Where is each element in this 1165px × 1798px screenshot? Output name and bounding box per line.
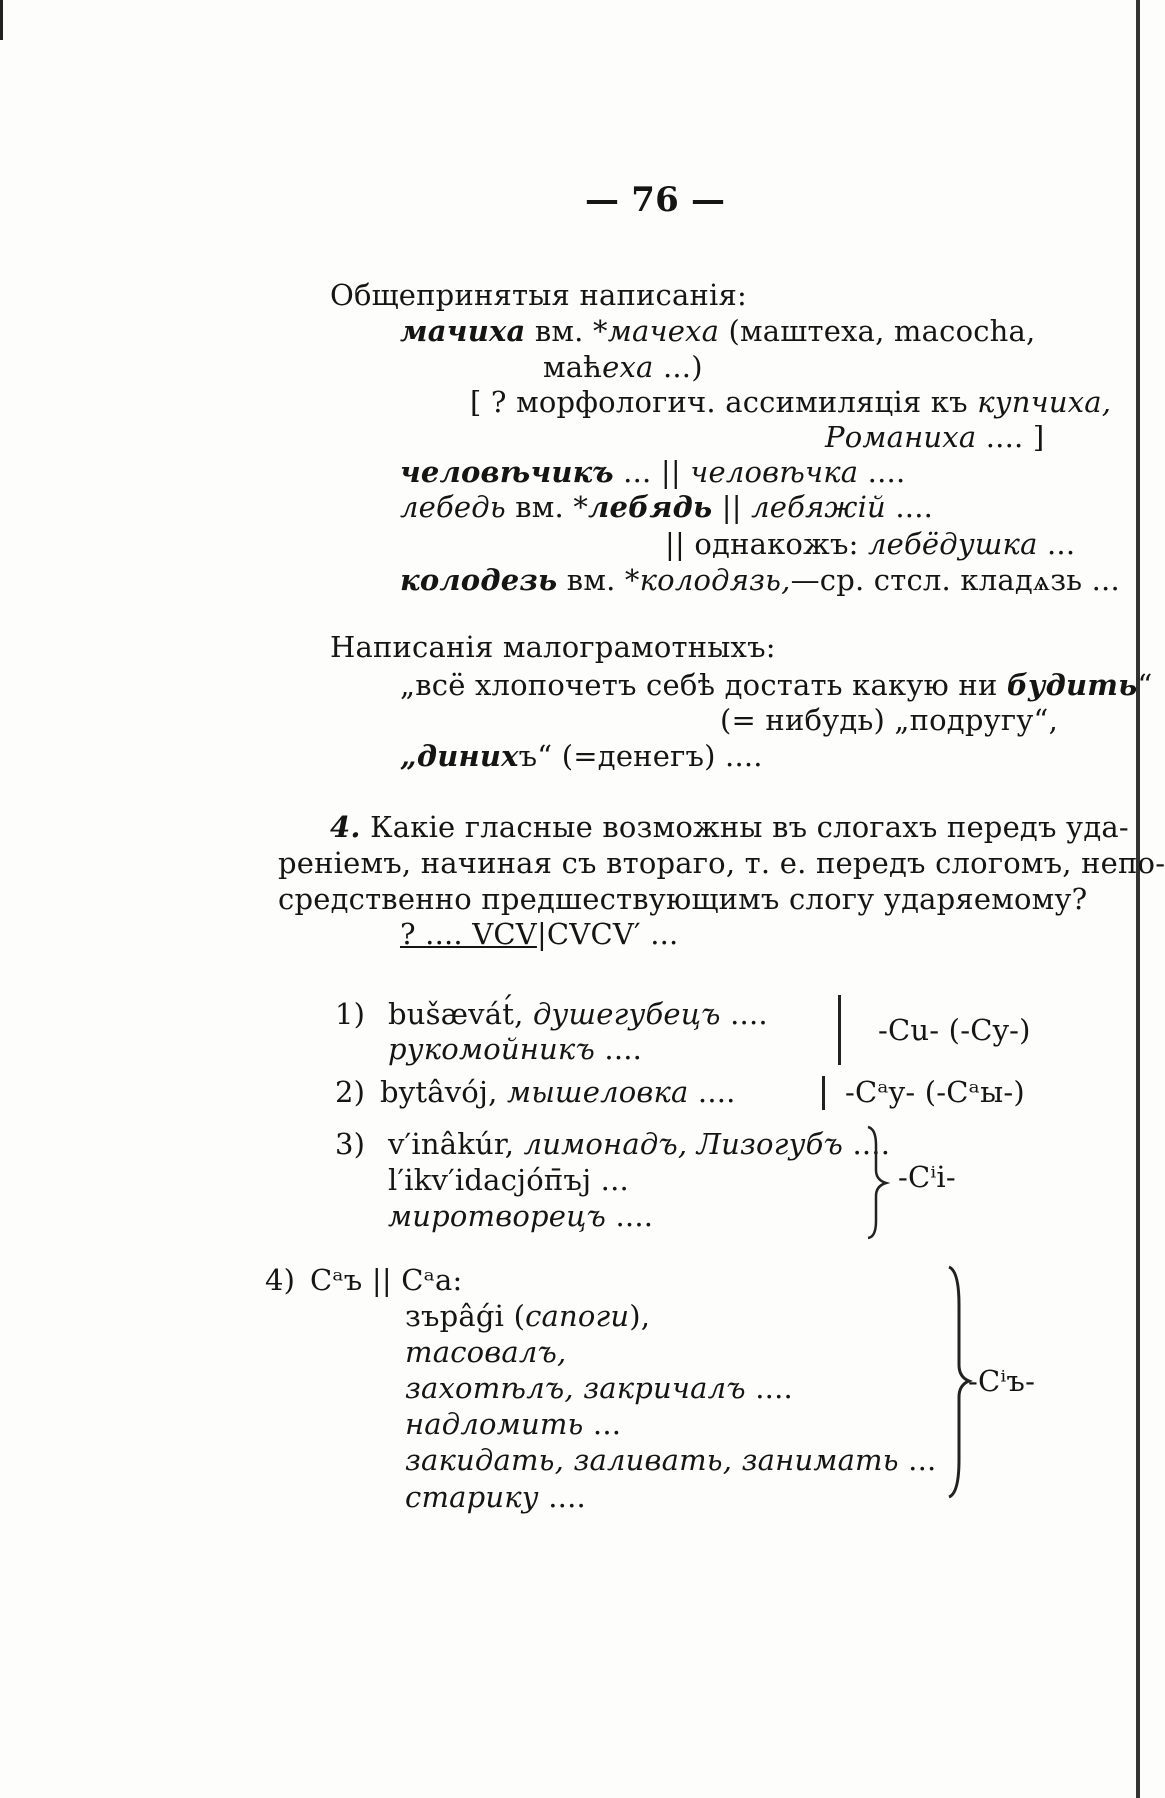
formula-tonic: CVCV′ ... (546, 917, 679, 951)
text: v′inâkúr, (388, 1127, 524, 1161)
brace-3 (862, 1125, 892, 1240)
word: надломить (405, 1407, 584, 1441)
syllable-formula (400, 917, 678, 951)
text: (маштеха, macocha, (719, 314, 1036, 348)
example-line (400, 739, 763, 773)
text: .... (745, 1371, 793, 1405)
text: .... (858, 455, 906, 489)
item-line: тасовалъ, (405, 1335, 567, 1369)
question-line (330, 810, 1129, 844)
word: душегубецъ (532, 997, 721, 1031)
text: || однакожъ: (665, 527, 868, 561)
item-label: -Cu- (-Cy-) (878, 1013, 1031, 1047)
word: лимонадъ, Лизогубъ (523, 1127, 844, 1161)
text: bytâvój, (380, 1075, 507, 1109)
scan-edge-left (0, 0, 3, 40)
text: зъpâǵi ( (405, 1299, 526, 1333)
question-line: средственно предшествующимъ слогу ударяемому? (278, 882, 1088, 916)
text: ), (629, 1299, 651, 1333)
word: сапоги (525, 1299, 630, 1333)
scan-edge-right (1136, 0, 1140, 1798)
text: ... || (613, 455, 691, 489)
item-number: 3) (335, 1127, 366, 1161)
example-line (400, 490, 933, 524)
example-line (825, 420, 1044, 454)
text: „всё хлопочетъ себѣ достать какую ни (400, 668, 1007, 702)
text: || (712, 490, 752, 524)
example-line (400, 314, 1035, 348)
word: мышеловка (506, 1075, 689, 1109)
word: Романиха (825, 420, 977, 454)
word: колодезь (400, 563, 558, 597)
text: вм. * (505, 490, 589, 524)
formula-pretonic: ? .... VCV (400, 917, 537, 951)
example-line (400, 455, 905, 489)
item-line (405, 1407, 621, 1441)
heading-semiliterate-spellings: Написанія малограмотныхъ: (330, 630, 776, 664)
text: вм. * (557, 563, 640, 597)
question-number: 4. (330, 810, 361, 844)
item-number: 4) (265, 1263, 296, 1297)
word: „диних (400, 739, 519, 773)
item-line (388, 1127, 890, 1161)
brace-2 (822, 1076, 825, 1110)
text: вм. * (525, 314, 608, 348)
item-label: -Cⁱi- (898, 1160, 956, 1194)
word: будить (1006, 668, 1138, 702)
item-line (380, 1075, 736, 1109)
word: еха (602, 350, 654, 384)
word: лебядь (588, 490, 713, 524)
text: Какіе гласные возможны въ слогахъ передъ уда- (370, 810, 1129, 844)
example-line (543, 350, 703, 384)
text: .... ] (976, 420, 1045, 454)
word: мачеха (607, 314, 720, 348)
item-line: l′ikv′idacjóп̄ъj ... (388, 1163, 629, 1197)
text: —ср. стсл. кладѧзь ... (790, 563, 1120, 597)
item-line (405, 1443, 936, 1477)
word: человѣчикъ (400, 455, 614, 489)
item-number: 1) (335, 997, 366, 1031)
word: закидать, заливать, занимать (405, 1443, 899, 1477)
item-label: -Cᵃy- (-Cᵃы-) (845, 1075, 1025, 1109)
item-line (405, 1371, 793, 1405)
text: .... (720, 997, 768, 1031)
item-number: 2) (335, 1075, 366, 1109)
word: колодязь, (639, 563, 791, 597)
word: старику (405, 1480, 539, 1514)
item-heading: Cᵃъ || Cᵃa: (310, 1263, 463, 1297)
word: купчиха, (977, 385, 1112, 419)
word: лебёдушка (868, 527, 1038, 561)
item-line (388, 1199, 653, 1233)
text: ... (583, 1407, 622, 1441)
word: мачиха (400, 314, 526, 348)
text: .... (594, 1032, 643, 1066)
item-line (405, 1480, 586, 1514)
text: ъ“ (=денегъ) .... (518, 739, 763, 773)
question-line: реніемъ, начиная съ втораго, т. е. передъ слогомъ, непо- (278, 846, 1165, 880)
word: человѣчка (690, 455, 859, 489)
formula-separator: | (536, 917, 547, 951)
example-line (400, 563, 1120, 597)
text: .... (606, 1199, 654, 1233)
text: .... (688, 1075, 736, 1109)
page-number: — 76 — (585, 180, 726, 220)
example-line (470, 385, 1111, 419)
text: [ ? морфологич. ассимиляція къ (470, 385, 978, 419)
word: лебяжій (751, 490, 886, 524)
item-line (405, 1299, 650, 1333)
text: ... (1037, 527, 1076, 561)
word: миротворецъ (388, 1199, 607, 1233)
word: лебедь (400, 490, 506, 524)
word: рукомойникъ (388, 1032, 595, 1066)
text: ... (898, 1443, 937, 1477)
text: “ (1137, 668, 1153, 702)
item-line (388, 1032, 642, 1066)
item-line (388, 997, 768, 1031)
example-line: (= нибудь) „подругу“, (720, 703, 1058, 737)
example-line (665, 527, 1075, 561)
text: .... (538, 1480, 586, 1514)
example-line (400, 668, 1153, 702)
text: .... (843, 1127, 891, 1161)
text: bušævát́, (388, 997, 533, 1031)
text: ...) (653, 350, 703, 384)
brace-1 (838, 995, 841, 1065)
item-label: -Cⁱъ- (968, 1364, 1036, 1398)
text: .... (885, 490, 934, 524)
text: маћ (543, 350, 603, 384)
heading-common-spellings: Общепринятыя написанія: (330, 278, 747, 312)
word: захотѣлъ, закричалъ (405, 1371, 746, 1405)
